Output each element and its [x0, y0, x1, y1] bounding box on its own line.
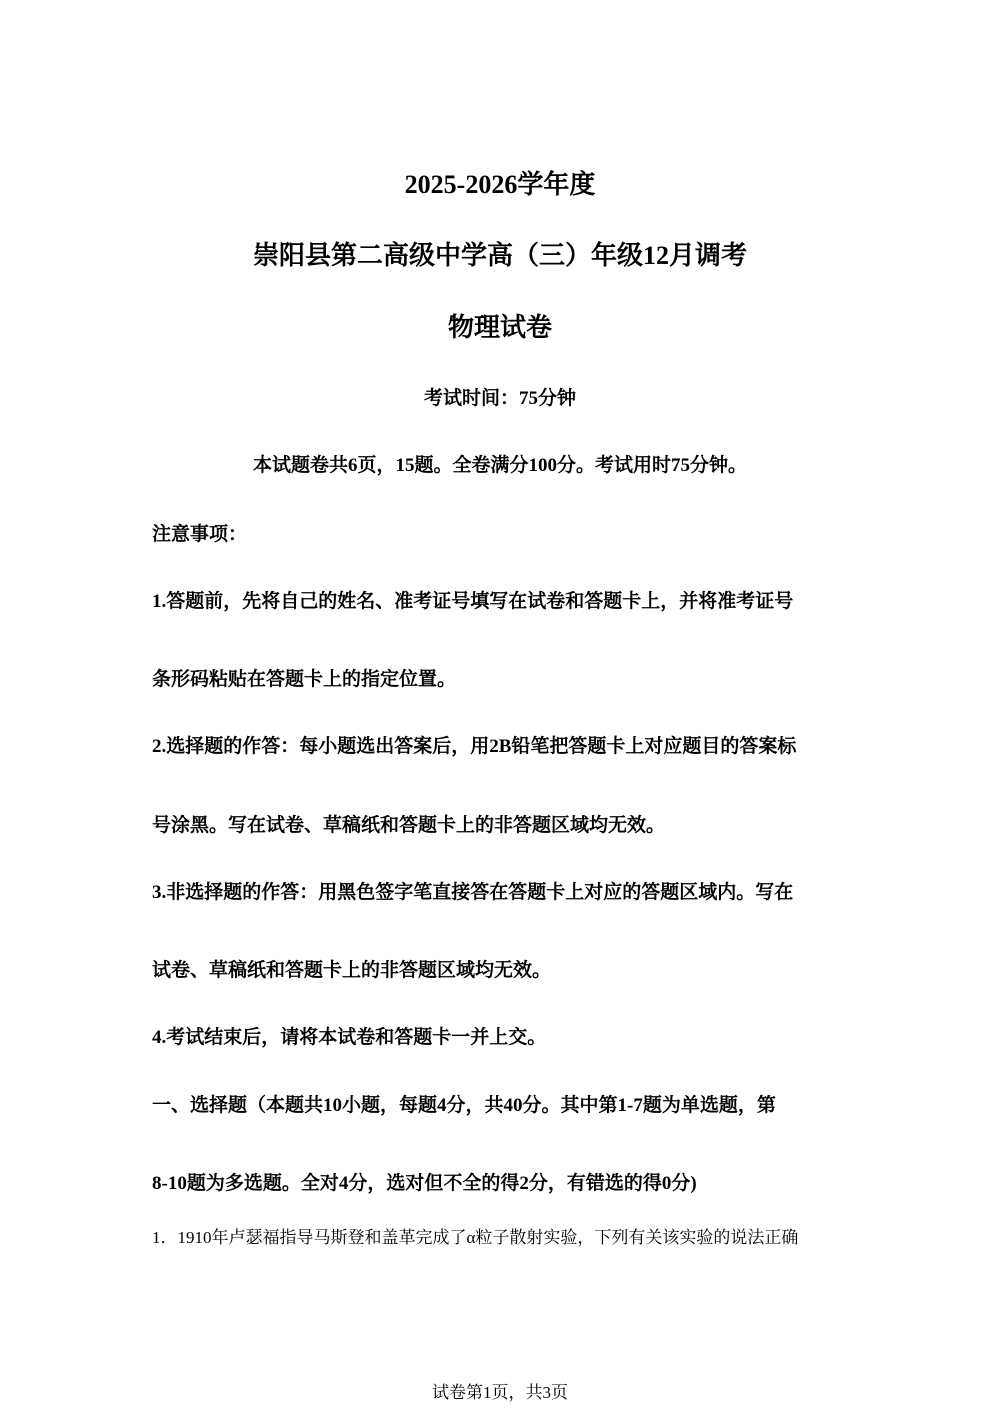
- exam-summary: 本试题卷共6页，15题。全卷满分100分。考试用时75分钟。: [252, 455, 747, 476]
- note-line: 条形码粘贴在答题卡上的指定位置。: [152, 669, 457, 690]
- page-footer: 试卷第1页，共3页: [432, 1383, 568, 1402]
- subject-title: 物理试卷: [447, 313, 552, 342]
- section-heading: 8-10题为多选题。全对4分，选对但不全的得2分，有错选的得0分): [152, 1173, 697, 1194]
- exam-time: 考试时间：75分钟: [423, 388, 576, 409]
- note-line: 号涂黑。写在试卷、草稿纸和答题卡上的非答题区域均无效。: [152, 815, 666, 836]
- note-line: 3.非选择题的作答：用黑色签字笔直接答在答题卡上对应的答题区域内。写在: [152, 882, 794, 903]
- notes-heading: 注意事项：: [152, 524, 248, 545]
- note-line: 试卷、草稿纸和答题卡上的非答题区域均无效。: [152, 960, 552, 981]
- exam-year: 2025-2026学年度: [404, 170, 596, 199]
- school-exam-title: 崇阳县第二高级中学高（三）年级12月调考: [252, 241, 747, 270]
- note-line: 4.考试结束后，请将本试卷和答题卡一并上交。: [152, 1027, 547, 1048]
- note-line: 1.答题前，先将自己的姓名、准考证号填写在试卷和答题卡上，并将准考证号: [152, 591, 794, 612]
- note-line: 2.选择题的作答：每小题选出答案后，用2B铅笔把答题卡上对应题目的答案标: [152, 736, 797, 757]
- question-1-text: 1．1910年卢瑟福指导马斯登和盖革完成了α粒子散射实验，下列有关该实验的说法正确: [152, 1228, 799, 1247]
- section-heading: 一、选择题（本题共10小题，每题4分，共40分。其中第1-7题为单选题，第: [152, 1095, 776, 1116]
